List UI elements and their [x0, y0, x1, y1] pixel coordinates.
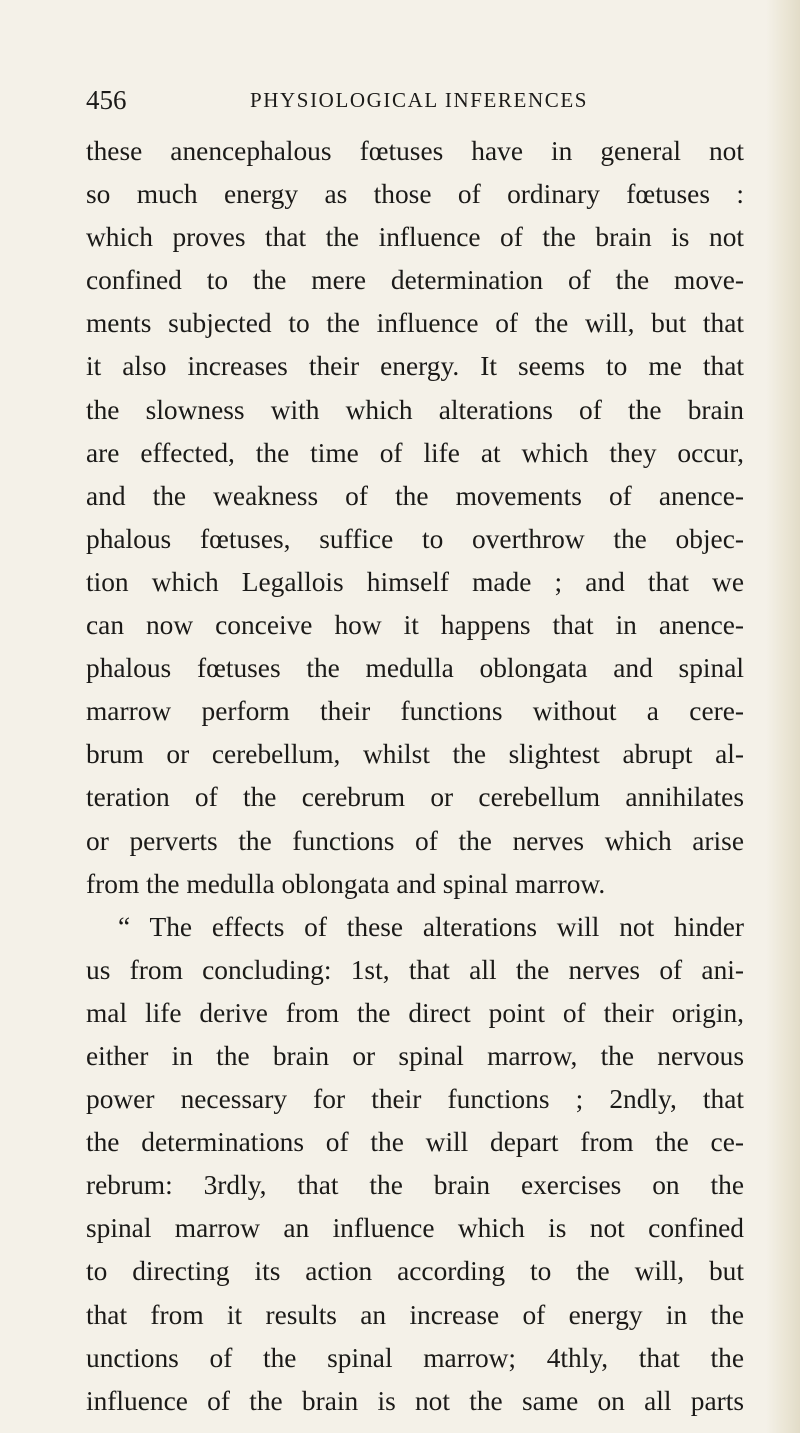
text-line: to directing its action according to the will, but [86, 1256, 744, 1287]
text-line: so much energy as those of ordinary fœtuses : [86, 179, 744, 210]
text-line: which proves that the influence of the brain is not [86, 222, 744, 253]
text-line: influence of the brain is not the same on all parts [86, 1385, 744, 1416]
text-line: either in the brain or spinal marrow, the nervous [86, 1040, 744, 1071]
page-number: 456 [86, 85, 127, 115]
running-head: PHYSIOLOGICAL INFERENCES [250, 88, 589, 112]
text-line: these anencephalous fœtuses have in general not [86, 136, 744, 166]
text-line: or perverts the functions of the nerves which arise [86, 825, 744, 856]
body-text [86, 130, 744, 1423]
text-line: “ The effects of these alterations will not hinder [118, 911, 744, 942]
text-line: marrow perform their functions without a cere- [86, 696, 744, 727]
text-line: ments subjected to the influence of the will, but that [86, 308, 744, 339]
text-line: from the medulla oblongata and spinal marrow. [86, 868, 606, 899]
text-line: spinal marrow an influence which is not confined [86, 1213, 744, 1244]
text-line: that from it results an increase of energy in the [86, 1299, 744, 1330]
text-line: phalous fœtuses the medulla oblongata and spinal [86, 653, 744, 684]
text-line: teration of the cerebrum or cerebellum annihilates [86, 782, 744, 813]
text-line: it also increases their energy. It seems to me that [86, 351, 744, 382]
text-line: brum or cerebellum, whilst the slightest abrupt al- [86, 739, 744, 770]
text-line: can now conceive how it happens that in anence- [86, 610, 744, 641]
text-line: us from concluding: 1st, that all the nerves of ani- [86, 954, 744, 985]
text-line: unctions of the spinal marrow; 4thly, that the [86, 1342, 744, 1373]
text-line: mal life derive from the direct point of their origin, [86, 997, 744, 1028]
text-line: power necessary for their functions ; 2ndly, that [86, 1084, 744, 1115]
text-line: the slowness with which alterations of the brain [86, 394, 744, 425]
text-line: tion which Legallois himself made ; and that we [86, 566, 744, 597]
page-edge-shadow [766, 0, 800, 1433]
page-header [86, 80, 746, 120]
text-line: are effected, the time of life at which they occur, [86, 437, 744, 468]
text-line: rebrum: 3rdly, that the brain exercises on the [86, 1170, 744, 1201]
text-line: confined to the mere determination of the move- [86, 265, 744, 296]
text-line: phalous fœtuses, suffice to overthrow the objec- [86, 523, 744, 554]
text-line: the determinations of the will depart from the ce- [86, 1127, 744, 1158]
text-line: and the weakness of the movements of anence- [86, 480, 744, 511]
